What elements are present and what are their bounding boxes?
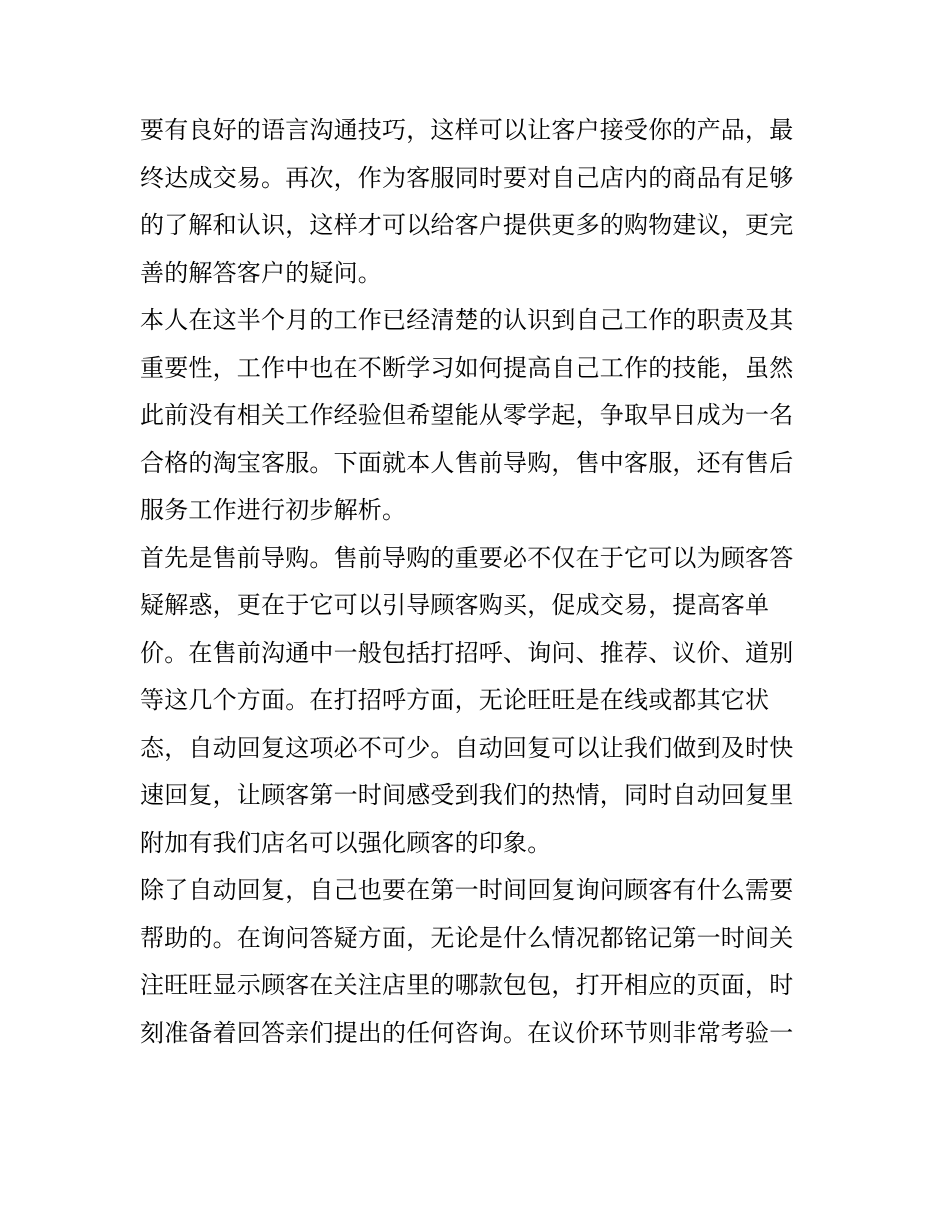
- paragraph: [140, 535, 812, 868]
- text-line: 注旺旺显示顾客在关注店里的哪款包包，打开相应的页面，时: [140, 971, 794, 999]
- text-line: 附加有我们店名可以强化顾客的印象。: [140, 828, 552, 857]
- text-line: 服务工作进行初步解析。: [140, 496, 407, 524]
- text-line: 除了自动回复，自己也要在第一时间回复询问顾客有什么需要: [140, 876, 794, 904]
- paragraph: [140, 107, 812, 297]
- text-line: 本人在这半个月的工作已经清楚的认识到自己工作的职责及其: [140, 306, 794, 334]
- text-line: 速回复，让顾客第一时间感受到我们的热情，同时自动回复里: [140, 781, 794, 809]
- text-line: 价。在售前沟通中一般包括打招呼、询问、推荐、议价、道别: [140, 638, 794, 667]
- text-line: 合格的淘宝客服。下面就本人售前导购，售中客服，还有售后: [140, 448, 794, 477]
- text-line: 疑解惑，更在于它可以引导顾客购买，促成交易，提高客单: [140, 591, 770, 619]
- text-line: 此前没有相关工作经验但希望能从零学起，争取早日成为一名: [140, 401, 794, 429]
- text-line: 终达成交易。再次，作为客服同时要对自己店内的商品有足够: [140, 163, 794, 192]
- text-line: 重要性，工作中也在不断学习如何提高自己工作的技能，虽然: [140, 353, 794, 382]
- paragraph: [140, 867, 812, 1057]
- text-line: 首先是售前导购。售前导购的重要必不仅在于它可以为顾客答: [140, 543, 794, 572]
- text-line: 等这几个方面。在打招呼方面，无论旺旺是在线或都其它状: [140, 686, 770, 714]
- paragraph: [140, 297, 812, 535]
- text-line: 态，自动回复这项必不可少。自动回复可以让我们做到及时快: [140, 733, 794, 762]
- text-line: 刻准备着回答亲们提出的任何咨询。在议价环节则非常考验一: [140, 1018, 794, 1047]
- text-line: 善的解答客户的疑问。: [140, 258, 382, 287]
- text-line: 的了解和认识，这样才可以给客户提供更多的购物建议，更完: [140, 211, 794, 239]
- document-body: [140, 107, 812, 1057]
- text-line: 要有良好的语言沟通技巧，这样可以让客户接受你的产品，最: [140, 116, 794, 144]
- text-line: 帮助的。在询问答疑方面，无论是什么情况都铭记第一时间关: [140, 923, 794, 952]
